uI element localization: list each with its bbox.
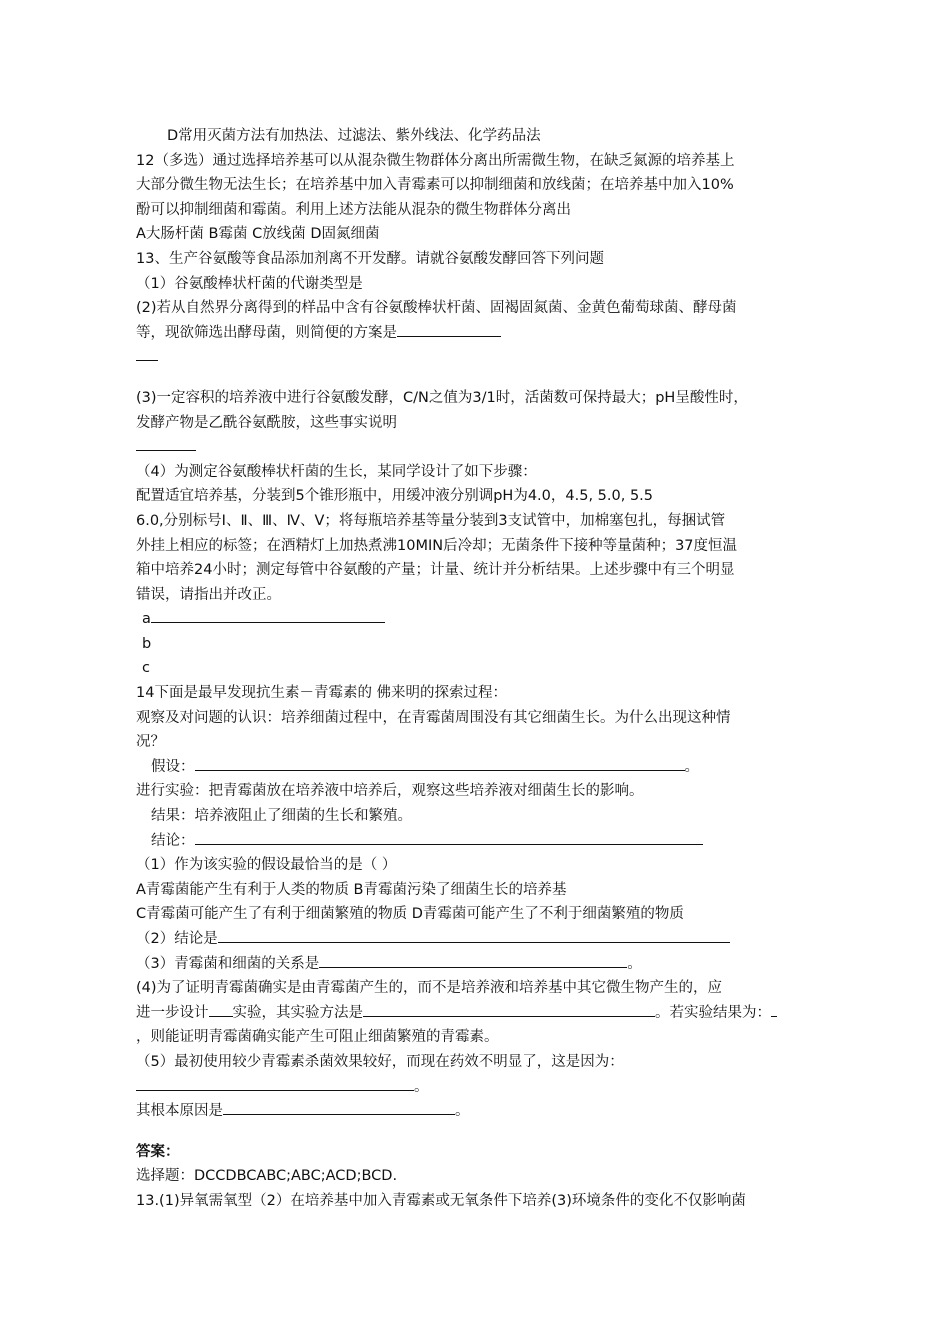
- q14-hypothesis: [136, 755, 826, 780]
- q13-part4-line1: （4）为测定谷氨酸棒状杆菌的生长，某同学设计了如下步骤：: [136, 463, 537, 480]
- part3-text: （3）青霉菌和细菌的关系是: [136, 955, 320, 972]
- q12-stem-line1: 12（多选）通过选择培养基可以从混杂微生物群体分离出所需微生物，在缺乏氮源的培养基上: [136, 152, 735, 169]
- q14-part1-options-ab: A青霉菌能产生有利于人类的物质 B青霉菌污染了细菌生长的培养基: [136, 881, 567, 898]
- q13-part3-line3: [136, 435, 826, 460]
- error-a: [136, 607, 826, 632]
- q13-stem: 13、生产谷氨酸等食品添加剂离不开发酵。请就谷氨酸发酵回答下列问题: [136, 250, 604, 267]
- answer-blank: [363, 1002, 655, 1017]
- q11-option-d: D常用灭菌方法有加热法、过滤法、紫外线法、化学药品法: [167, 128, 541, 144]
- period: 。: [455, 1103, 470, 1120]
- answer-blank: [223, 1100, 455, 1115]
- part4-text-a: 进一步设计: [136, 1004, 209, 1021]
- q13-part4-line3: 6.0,分别标号Ⅰ、Ⅱ、Ⅲ、Ⅳ、Ⅴ；将每瓶培养基等量分装到3支试管中，加棉塞包扎，每捆试管: [136, 512, 726, 529]
- answer-blank: [397, 322, 501, 337]
- answers-q13: 13.(1)异氧需氧型（2）在培养基中加入青霉素或无氧条件下培养(3)环境条件的变化不仅影响菌: [136, 1192, 746, 1209]
- answer-blank: [136, 346, 158, 361]
- q13-part4-line4: 外挂上相应的标签；在酒精灯上加热煮沸10MIN后冷却；无菌条件下接种等量菌种；37度恒温: [136, 537, 738, 554]
- answer-blank: [319, 953, 627, 968]
- q13-part1-text: （1）谷氨酸棒状杆菌的代谢类型是: [136, 275, 363, 292]
- answer-blank: [209, 1002, 233, 1017]
- q14-observation-line2: 况？: [136, 734, 165, 751]
- hypothesis-label: 假设：: [151, 758, 195, 775]
- period: 。: [684, 758, 699, 775]
- root-cause-label: 其根本原因是: [136, 1103, 223, 1120]
- answer-blank: [195, 756, 685, 771]
- error-c: [136, 656, 826, 681]
- part2-text: （2）结论是: [136, 931, 218, 947]
- q13-part4-line2: 配置适宜培养基，分装到5个锥形瓶中，用缓冲液分别调pH为4.0，4.5, 5.0, 5.5: [136, 488, 654, 505]
- q14-part4-line2: [136, 1001, 826, 1026]
- q13-part4-line5: 箱中培养24小时；测定每管中谷氨酸的产量；计量、统计并分析结果。上述步骤中有三个明显: [136, 562, 735, 579]
- period: 。: [414, 1078, 429, 1095]
- q13-part2-text: 等，现欲筛选出酵母菌，则简便的方案是: [136, 324, 397, 341]
- error-b: [136, 632, 826, 657]
- error-c-label: c: [142, 660, 150, 677]
- answer-blank: [195, 830, 703, 845]
- answer-blank: [771, 1002, 777, 1017]
- q14-part1: （1）作为该实验的假设最恰当的是（ ）: [136, 857, 397, 874]
- q14-part5-line3: [136, 1099, 826, 1124]
- q13-part3-line1: (3)一定容积的培养液中进行谷氨酸发酵，C/N之值为3/1时，活菌数可保持最大；pH呈酸性时，: [136, 389, 748, 406]
- answer-blank: [218, 928, 730, 943]
- answer-blank: [136, 1076, 414, 1091]
- q13-part2-line2: [136, 321, 826, 346]
- q12-stem-line2: 大部分微生物无法生长；在培养基中加入青霉素可以抑制细菌和放线菌；在培养基中加入10%: [136, 177, 734, 194]
- q14-part3: [136, 952, 826, 977]
- q14-result: 结果：培养液阻止了细菌的生长和繁殖。: [151, 808, 412, 825]
- q12-options: A大肠杆菌 B霉菌 C放线菌 D固氮细菌: [136, 226, 380, 243]
- answers-heading: 答案：: [136, 1143, 180, 1160]
- q14-part2: [136, 927, 826, 952]
- spacer: [136, 370, 826, 386]
- q14-part5-line2: [136, 1075, 826, 1100]
- error-b-label: b: [142, 635, 152, 652]
- error-a-label: a: [142, 611, 151, 628]
- period: 。: [627, 955, 642, 972]
- q14-observation-line1: 观察及对问题的认识：培养细菌过程中，在青霉菌周围没有其它细菌生长。为什么出现这种情: [136, 709, 731, 726]
- q13-part2-line3: [136, 345, 826, 370]
- q14-part4-line1: (4)为了证明青霉菌确实是由青霉菌产生的，而不是培养液和培养基中其它微生物产生的，应: [136, 980, 723, 997]
- answer-blank: [136, 436, 196, 451]
- q14-part5-line1: （5）最初使用较少青霉素杀菌效果较好，而现在药效不明显了，这是因为：: [136, 1053, 624, 1070]
- q14-part1-options-cd: C青霉菌可能产生了有利于细菌繁殖的物质 D青霉菌可能产生了不利于细菌繁殖的物质: [136, 906, 684, 923]
- answer-blank: [151, 608, 385, 623]
- q14-experiment: 进行实验：把青霉菌放在培养液中培养后，观察这些培养液对细菌生长的影响。: [136, 783, 644, 800]
- q13-part2-line1: (2)若从自然界分离得到的样品中含有谷氨酸棒状杆菌、固褐固氮菌、金黄色葡萄球菌、酵母菌: [136, 300, 737, 317]
- document-body: [136, 124, 826, 1214]
- spacer: [136, 1124, 826, 1140]
- q13-part3-line2: 发酵产物是乙酰谷氨酰胺，这些事实说明: [136, 414, 397, 431]
- part4-text-c: 。若实验结果为：: [655, 1004, 771, 1021]
- answers-choice: 选择题：DCCDBCABC;ABC;ACD;BCD.: [136, 1168, 398, 1185]
- q14-stem: 14下面是最早发现抗生素－青霉素的 佛来明的探索过程：: [136, 685, 508, 702]
- q12-stem-line3: 酚可以抑制细菌和霉菌。利用上述方法能从混杂的微生物群体分离出: [136, 201, 571, 218]
- q14-conclusion: [136, 829, 826, 854]
- conclusion-label: 结论：: [151, 832, 195, 849]
- q14-part4-line3: ，则能证明青霉菌确实能产生可阻止细菌繁殖的青霉素。: [136, 1029, 499, 1046]
- part4-text-b: 实验，其实验方法是: [232, 1004, 363, 1021]
- q13-part4-line6: 错误，请指出并改正。: [136, 586, 281, 603]
- q13-part1: [136, 272, 826, 297]
